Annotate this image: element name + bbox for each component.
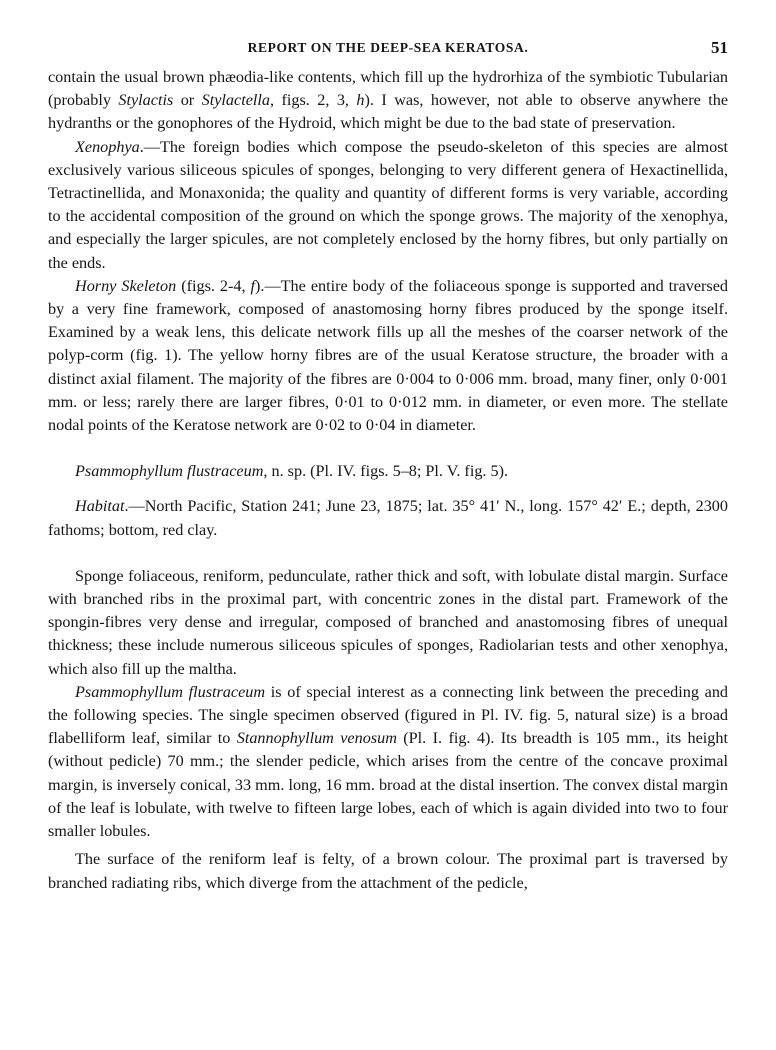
- italic-term: h: [356, 91, 365, 110]
- italic-term: f: [250, 276, 256, 295]
- text-segment: contain the usual brown phæodia-like contents, which fill up the hydrorhiza of the symbiotic Tubularian (probably: [48, 68, 728, 110]
- italic-term: Horny Skeleton: [75, 276, 177, 295]
- italic-term: Stannophyllum venosum: [236, 729, 397, 748]
- paragraph-xenophya: [48, 136, 728, 275]
- paragraph-surface: [48, 848, 728, 894]
- text-segment: , figs. 2, 3,: [269, 91, 357, 110]
- paragraph-hydrorhiza: [48, 66, 728, 136]
- italic-term: Xenophya: [75, 137, 140, 156]
- paragraph-habitat: [48, 495, 728, 541]
- text-segment: ).—The entire body of the foliaceous sponge is supported and traversed by a very fine framework, composed of anastomosing horny fibres produced by the sponge itself. Examined by a weak lens, this delicate network fills up all the meshes of the coarser network of the polyp-corm (fig. 1). The yellow horny fibres are of the usual Keratose structure, the broader with a distinct axial filament. The majority of the fibres are 0·004 to 0·006 mm. broad, many finer, only 0·001 mm. or less; rarely there are larger fibres, 0·01 to 0·012 mm. in diameter, or even more. The stellate nodal points of the Keratose network are 0·02 to 0·04 in diameter.: [48, 276, 728, 435]
- italic-term: Stylactis: [118, 91, 174, 110]
- paragraph-description: [48, 565, 728, 681]
- running-title: REPORT ON THE DEEP-SEA KERATOSA.: [247, 40, 529, 55]
- text-segment: or: [173, 91, 202, 110]
- italic-term: Psammophyllum flustraceum: [75, 682, 266, 701]
- page-number: 51: [711, 38, 728, 57]
- text-segment: (figs. 2-4,: [176, 276, 251, 295]
- italic-term: Habitat: [75, 497, 125, 516]
- italic-term: Psammophyllum flustraceum: [75, 462, 264, 481]
- text-segment: , n. sp. (Pl. IV. figs. 5–8; Pl. V. fig. 5).: [263, 462, 509, 481]
- text-segment: ). I was, however, not able to observe anywhere the hydranths or the gonophores of the Hydroid, which might be due to the bad state of preservation.: [48, 91, 729, 133]
- paragraph-horny-skeleton: [48, 275, 728, 437]
- paragraph-special-interest: [48, 681, 728, 843]
- text-segment: is of special interest as a connecting link between the preceding and the following species. The single specimen observed (figured in Pl. IV. fig. 5, natural size) is a broad flabelliform leaf, similar to: [48, 682, 729, 748]
- italic-term: Stylactella: [201, 91, 270, 110]
- text-segment: .—The foreign bodies which compose the pseudo-skeleton of this species are almost exclusively various siliceous spicules of sponges, belonging to very different genera of Hexactinellida, Tetractinellida, and Monaxonida; the quality and quantity of different forms is very variable, according to the accidental composition of the ground on which the sponge grows. The majority of the xenophya, and especially the larger spicules, are not completely enclosed by the horny fibres, but only partially on the ends.: [48, 137, 728, 272]
- species-heading: [48, 460, 728, 483]
- text-segment: (Pl. I. fig. 4). Its breadth is 105 mm., its height (without pedicle) 70 mm.; the slender pedicle, which arises from the centre of the concave proximal margin, is inversely conical, 33 mm. long, 16 mm. broad at the distal insertion. The convex distal margin of the leaf is lobulate, with twelve to fifteen large lobes, each of which is again divided into two to four smaller lobules.: [48, 729, 728, 841]
- page: [48, 40, 728, 895]
- text-segment: .—North Pacific, Station 241; June 23, 1875; lat. 35° 41′ N., long. 157° 42′ E.; depth, 2300 fathoms; bottom, red clay.: [48, 497, 728, 539]
- running-header: [48, 40, 728, 66]
- text-segment: The surface of the reniform leaf is felty, of a brown colour. The proximal part is traversed by branched radiating ribs, which diverge from the attachment of the pedicle,: [48, 850, 728, 892]
- text-segment: Sponge foliaceous, reniform, pedunculate, rather thick and soft, with lobulate distal margin. Surface with branched ribs in the proximal part, with concentric zones in the distal part. Framework of the spongin-fibres very dense and irregular, composed of branched and anastomosing fibres of unequal thickness; these include numerous siliceous spicules of sponges, Radiolarian tests and other xenophya, which also fill up the maltha.: [48, 566, 728, 678]
